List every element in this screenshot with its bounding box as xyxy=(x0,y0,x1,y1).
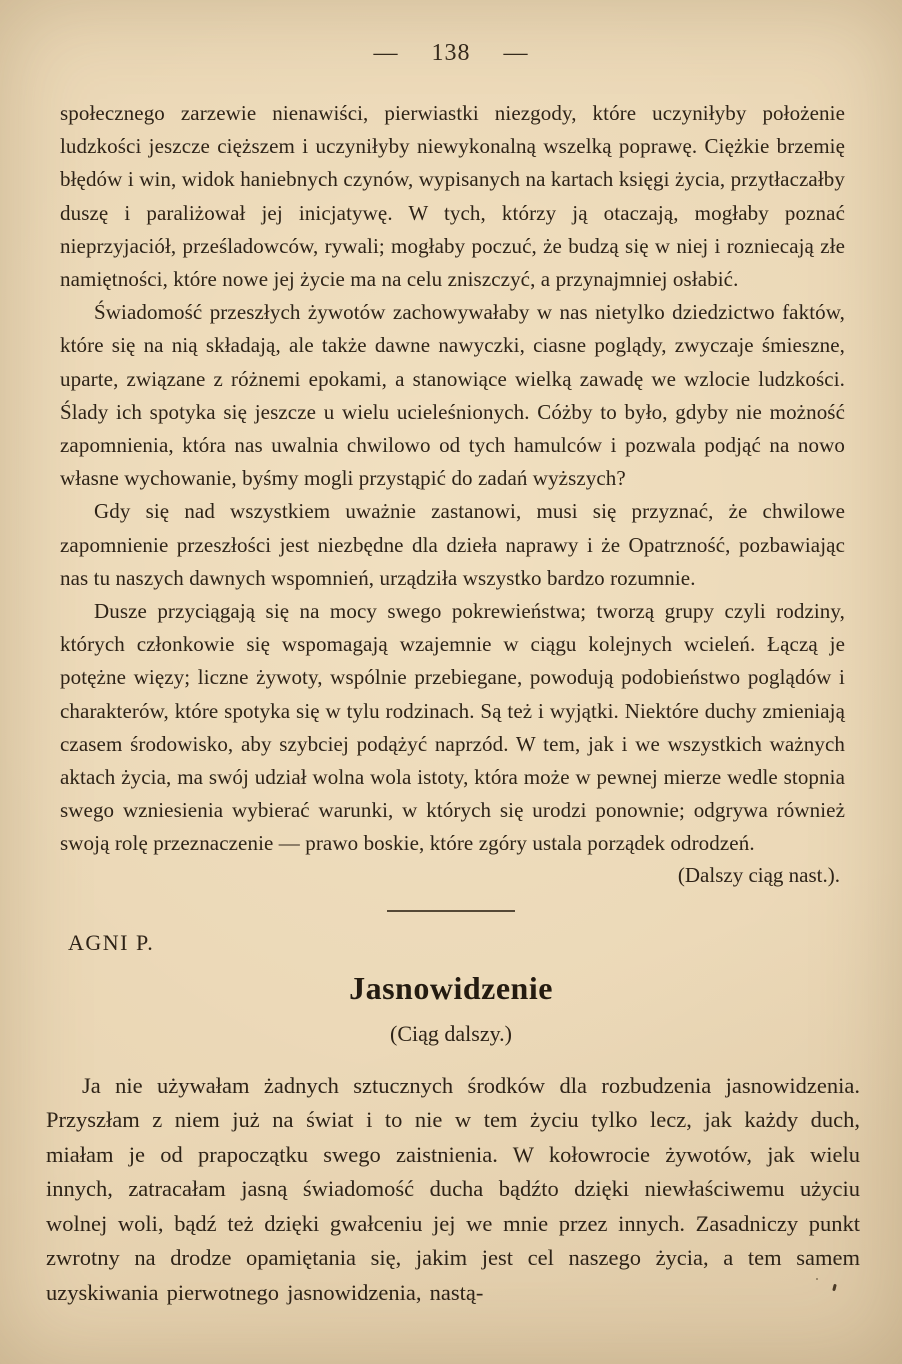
ink-speck xyxy=(816,1278,818,1280)
paragraph: Świadomość przeszłych żywotów zachowywałaby w nas nietylko dziedzictwo faktów, które się na nią składają, ale także dawne nawyczki, ciasne poglądy, zwyczaje śmieszne, uparte, związane z różnemi epokami, a stanowiące wielką zawadę we wzlocie ludzkości. Ślady ich spotyka się jeszcze u wielu ucieleśnionych. Cóżby to było, gdyby nie możność zapomnienia, która nas uwalnia chwilowo od tych hamulców i pozwala podjąć na nowo własne wychowanie, byśmy mogli przystąpić do zadań wyższych? xyxy=(60,300,845,491)
paragraph: społecznego zarzewie nienawiści, pierwiastki niezgody, które uczyniłyby położenie ludzkości jeszcze cięższem i uczyniłyby niewykonalną wszelką poprawę. Ciężkie brzemię błędów i win, widok haniebnych czynów, wypisanych na kartach księgi życia, przytłaczałby duszę i paraliżował jej inicjatywę. W tych, którzy ją otaczają, mogłaby poznać nieprzyjaciół, prześladowców, rywali; mogłaby poczuć, że budzą się w niej i rozniecają złe namiętności, które nowe jej życie ma na celu zniszczyć, a przynajmniej osłabić. xyxy=(60,101,845,292)
section-title: Jasnowidzenie xyxy=(349,969,553,1006)
page-number: — 138 — xyxy=(373,40,529,66)
section-author: AGNI P. xyxy=(68,929,155,955)
section-divider xyxy=(387,910,515,912)
paragraph: Ja nie używałam żadnych sztucznych środków dla rozbudzenia jasnowidzenia. Przyszłam z niem już na świat i to nie w tem życiu tylko lecz, jak każdy duch, miałam je od prapoczątku swego zaistnienia. W kołowrocie żywotów, jak wielu innych, zatracałam jasną świadomość ducha bądźto dzięki niewłaściwemu użyciu wolnej woli, bądź też dzięki gwałceniu jej we mnie przez innych. Zasadniczy punkt zwrotny na drodze opamiętania się, jakim jest cel naszego życia, a tem samem uzyskiwania pierwotnego jasnowidzenia, nastą- xyxy=(46,1072,860,1305)
paragraph: Gdy się nad wszystkiem uważnie zastanowi, musi się przyznać, że chwilowe zapomnienie przeszłości jest niezbędne dla dzieła naprawy i że Opatrzność, pozbawiając nas tu naszych dawnych wspomnień, urządziła wszystko bardzo rozumnie. xyxy=(60,499,845,590)
section-subtitle: (Ciąg dalszy.) xyxy=(390,1020,512,1046)
article-body xyxy=(60,97,845,861)
continuation-note: (Dalszy ciąg nast.). xyxy=(677,862,840,887)
section-body xyxy=(46,1069,860,1311)
paragraph: Dusze przyciągają się na mocy swego pokrewieństwa; tworzą grupy czyli rodziny, których członkowie się wspomagają wzajemnie w ciągu kolejnych wcieleń. Łączą je potężne więzy; liczne żywoty, wspólnie przebiegane, powodują podobieństwo poglądów i charakterów, które spotyka się w tylu rodzinach. Są też i wyjątki. Niektóre duchy zmieniają czasem środowisko, aby szybciej podążyć naprzód. W tem, jak i we wszystkich ważnych aktach życia, ma swój udział wolna wola istoty, która może w pewnej mierze wedle stopnia swego wzniesienia wybierać warunki, w których się urodzi ponownie; odgrywa również swoją rolę przeznaczenie — prawo boskie, które zgóry ustala porządek odrodzeń. xyxy=(60,599,845,856)
page-header xyxy=(0,0,902,67)
